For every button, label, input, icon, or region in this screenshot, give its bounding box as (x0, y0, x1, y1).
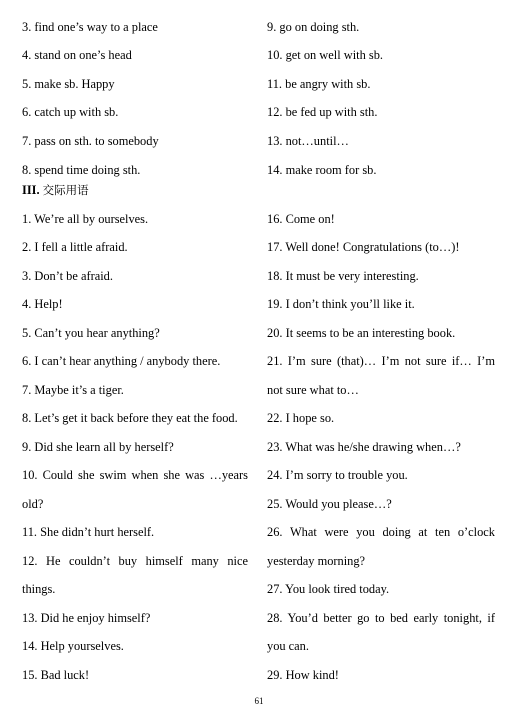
phrase-6: 6. catch up with sb. (22, 105, 119, 119)
phrase-4: 4. stand on one’s head (22, 48, 132, 62)
expression-10-continued: old? (22, 497, 44, 511)
expression-17: 17. Well done! Congratulations (to…)! (267, 240, 460, 254)
expression-27: 27. You look tired today. (267, 582, 390, 596)
expression-16: 16. Come on! (267, 212, 335, 226)
expression-23: 23. What was he/she drawing when…? (267, 440, 461, 454)
expression-15: 15. Bad luck! (22, 668, 90, 682)
expression-28-continued: you can. (267, 639, 309, 653)
section-heading (22, 182, 89, 198)
expression-1: 1. We’re all by ourselves. (22, 212, 149, 226)
phrase-8: 8. spend time doing sth. (22, 163, 141, 177)
expression-12-continued: things. (22, 582, 56, 596)
expression-26-continued: yesterday morning? (267, 554, 366, 568)
section-number: III. (22, 183, 40, 197)
section-title: 交际用语 (42, 183, 89, 197)
phrase-5: 5. make sb. Happy (22, 77, 115, 91)
expression-20: 20. It seems to be an interesting book. (267, 326, 456, 340)
expression-21: 21. I’m sure (that)… I’m not sure if… I’m (267, 354, 495, 368)
expression-21-continued: not sure what to… (267, 383, 359, 397)
expression-13: 13. Did he enjoy himself? (22, 611, 151, 625)
phrase-14: 14. make room for sb. (267, 163, 377, 177)
page-number: 61 (254, 696, 264, 706)
expression-22: 22. I hope so. (267, 411, 335, 425)
expression-8: 8. Let’s get it back before they eat the food. (22, 411, 238, 425)
expression-2: 2. I fell a little afraid. (22, 240, 128, 254)
expression-24: 24. I’m sorry to trouble you. (267, 468, 408, 482)
expression-26: 26. What were you doing at ten o’clock (267, 525, 495, 539)
phrase-12: 12. be fed up with sth. (267, 105, 378, 119)
expression-25: 25. Would you please…? (267, 497, 392, 511)
expression-29: 29. How kind! (267, 668, 339, 682)
expression-6: 6. I can’t hear anything / anybody there. (22, 354, 221, 368)
expression-18: 18. It must be very interesting. (267, 269, 419, 283)
expression-19: 19. I don’t think you’ll like it. (267, 297, 415, 311)
expression-9: 9. Did she learn all by herself? (22, 440, 174, 454)
expression-4: 4. Help! (22, 297, 63, 311)
expression-3: 3. Don’t be afraid. (22, 269, 113, 283)
expression-7: 7. Maybe it’s a tiger. (22, 383, 124, 397)
expression-28: 28. You’d better go to bed early tonight, if (267, 611, 495, 625)
expression-12: 12. He couldn’t buy himself many nice (22, 554, 248, 568)
phrase-9: 9. go on doing sth. (267, 20, 360, 34)
expression-10: 10. Could she swim when she was …years (22, 468, 248, 482)
expression-14: 14. Help yourselves. (22, 639, 124, 653)
phrase-3: 3. find one’s way to a place (22, 20, 158, 34)
phrase-10: 10. get on well with sb. (267, 48, 383, 62)
phrase-13: 13. not…until… (267, 134, 349, 148)
expression-5: 5. Can’t you hear anything? (22, 326, 160, 340)
phrase-7: 7. pass on sth. to somebody (22, 134, 159, 148)
expression-11: 11. She didn’t hurt herself. (22, 525, 155, 539)
phrase-11: 11. be angry with sb. (267, 77, 371, 91)
